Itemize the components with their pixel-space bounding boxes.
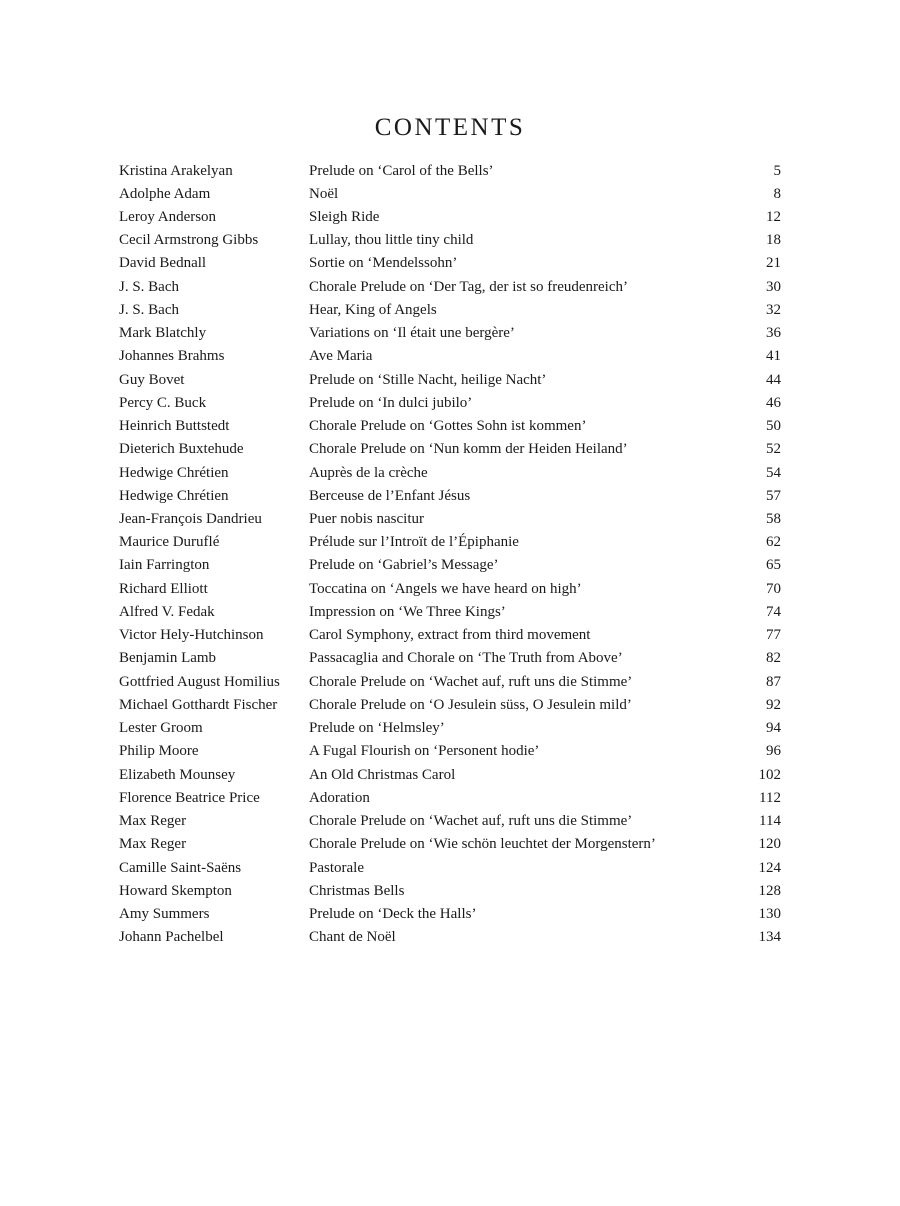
work-title: Variations on ‘Il était une bergère’ [309,325,515,342]
composer-name: Johannes Brahms [119,348,225,365]
page-number: 57 [766,487,781,504]
page-number: 96 [766,743,781,760]
composer-name: Gottfried August Homilius [119,673,280,690]
page-number: 82 [766,650,781,667]
contents-entry [119,857,781,880]
work-title: Pastorale [309,859,364,876]
contents-entry [119,508,781,531]
composer-name: Lester Groom [119,720,203,737]
work-title: Toccatina on ‘Angels we have heard on high’ [309,580,582,597]
work-title: Prelude on ‘Deck the Halls’ [309,906,477,922]
contents-entry [119,462,781,485]
page-number: 77 [766,627,781,644]
contents-entry [119,787,781,810]
contents-entry [119,671,781,694]
composer-name: J. S. Bach [119,301,179,318]
composer-name: Adolphe Adam [119,185,211,202]
work-title: A Fugal Flourish on ‘Personent hodie’ [309,743,540,760]
composer-name: Maurice Duruflé [119,534,220,551]
page-number: 21 [766,255,781,272]
composer-name: Alfred V. Fedak [119,603,215,620]
work-title: Prélude sur l’Introït de l’Épiphanie [309,534,519,551]
work-title: Chorale Prelude on ‘Nun komm der Heiden Heiland’ [309,441,628,458]
composer-name: Victor Hely-Hutchinson [119,627,264,644]
work-title: Chant de Noël [309,929,396,946]
composer-name: Max Reger [119,836,187,853]
contents-entry [119,833,781,856]
work-title: Noël [309,185,339,202]
work-title: Prelude on ‘Stille Nacht, heilige Nacht’ [309,371,547,388]
work-title: Chorale Prelude on ‘Der Tag, der ist so freudenreich’ [309,278,628,295]
work-title: Prelude on ‘Gabriel’s Message’ [309,557,499,574]
composer-name: Cecil Armstrong Gibbs [119,232,259,249]
composer-name: Iain Farrington [119,557,210,574]
contents-entry [119,624,781,647]
page-number: 74 [766,603,781,620]
work-title: Carol Symphony, extract from third movement [309,627,591,644]
contents-entry [119,438,781,461]
composer-name: Heinrich Buttstedt [119,418,230,435]
work-title: Christmas Bells [309,882,405,899]
page-number: 128 [758,882,781,899]
work-title: Hear, King of Angels [309,301,437,318]
page-number: 18 [766,232,781,249]
contents-entry [119,601,781,624]
composer-name: J. S. Bach [119,278,179,295]
page-number: 62 [766,534,781,551]
contents-entry [119,647,781,670]
work-title: Puer nobis nascitur [309,511,424,528]
work-title: Berceuse de l’Enfant Jésus [309,487,471,504]
page-number: 54 [766,464,781,481]
page-number: 58 [766,511,781,528]
contents-entry [119,578,781,601]
contents-entry [119,880,781,903]
contents-entry [119,229,781,252]
page-number: 12 [766,208,781,225]
composer-name: Richard Elliott [119,580,208,597]
composer-name: Camille Saint-Saëns [119,859,242,876]
composer-name: Johann Pachelbel [119,929,224,946]
composer-name: Philip Moore [119,743,199,760]
contents-entry [119,345,781,368]
page-number: 50 [766,418,781,435]
contents-entry [119,183,781,206]
contents-entry [119,554,781,577]
work-title: Chorale Prelude on ‘Wachet auf, ruft uns die Stimme’ [309,813,633,830]
composer-name: Jean-François Dandrieu [119,511,262,528]
composer-name: Elizabeth Mounsey [119,766,236,783]
composer-name: Leroy Anderson [119,208,217,225]
page-number: 134 [758,929,781,946]
composer-name: Amy Summers [119,906,210,922]
contents-entry [119,903,781,926]
contents-entry [119,740,781,763]
contents-entry [119,392,781,415]
work-title: An Old Christmas Carol [309,766,456,783]
page-number: 120 [758,836,781,853]
page-number: 5 [773,162,781,179]
composer-name: David Bednall [119,255,207,272]
contents-entry [119,764,781,787]
composer-name: Hedwige Chrétien [119,487,229,504]
page-number: 102 [758,766,781,783]
page-number: 46 [766,394,781,411]
work-title: Adoration [309,789,370,806]
contents-entry [119,299,781,322]
page-number: 70 [766,580,781,597]
composer-name: Hedwige Chrétien [119,464,229,481]
page-number: 36 [766,325,781,342]
composer-name: Mark Blatchly [119,325,207,342]
contents-entry [119,206,781,229]
page-number: 8 [773,185,781,202]
page-number: 44 [766,371,781,388]
composer-name: Percy C. Buck [119,394,207,411]
contents-entry [119,810,781,833]
page-number: 41 [766,348,781,365]
work-title: Chorale Prelude on ‘Gottes Sohn ist kommen’ [309,418,587,435]
composer-name: Dieterich Buxtehude [119,441,244,458]
page-number: 30 [766,278,781,295]
contents-entry [119,160,781,183]
composer-name: Max Reger [119,813,187,830]
composer-name: Florence Beatrice Price [119,789,260,806]
work-title: Chorale Prelude on ‘Wie schön leuchtet der Morgenstern’ [309,836,656,853]
contents-entry [119,485,781,508]
work-title: Impression on ‘We Three Kings’ [309,603,506,620]
page-number: 130 [758,906,781,922]
page-number: 65 [766,557,781,574]
composer-name: Guy Bovet [119,371,185,388]
contents-list [119,160,781,950]
page-number: 87 [766,673,781,690]
composer-name: Kristina Arakelyan [119,162,233,179]
work-title: Chorale Prelude on ‘O Jesulein süss, O Jesulein mild’ [309,696,632,713]
contents-entry [119,415,781,438]
composer-name: Howard Skempton [119,882,232,899]
page-number: 94 [766,720,781,737]
page-number: 52 [766,441,781,458]
page-number: 112 [759,789,781,806]
work-title: Chorale Prelude on ‘Wachet auf, ruft uns die Stimme’ [309,673,633,690]
contents-entry [119,694,781,717]
work-title: Auprès de la crèche [309,464,428,481]
work-title: Prelude on ‘In dulci jubilo’ [309,394,473,411]
contents-entry [119,276,781,299]
work-title: Prelude on ‘Helmsley’ [309,720,445,737]
work-title: Sleigh Ride [309,208,380,225]
contents-entry [119,252,781,275]
page-number: 92 [766,696,781,713]
work-title: Prelude on ‘Carol of the Bells’ [309,162,494,179]
page-title: CONTENTS [374,114,526,141]
work-title: Passacaglia and Chorale on ‘The Truth from Above’ [309,650,623,667]
work-title: Sortie on ‘Mendelssohn’ [309,255,458,272]
contents-entry [119,717,781,740]
contents-entry [119,531,781,554]
contents-entry [119,322,781,345]
contents-entry [119,926,781,949]
composer-name: Benjamin Lamb [119,650,217,667]
page-number: 114 [759,813,781,830]
page-number: 124 [758,859,781,876]
work-title: Lullay, thou little tiny child [309,232,474,249]
contents-entry [119,369,781,392]
work-title: Ave Maria [309,348,373,365]
page-number: 32 [766,301,781,318]
composer-name: Michael Gotthardt Fischer [119,696,278,713]
